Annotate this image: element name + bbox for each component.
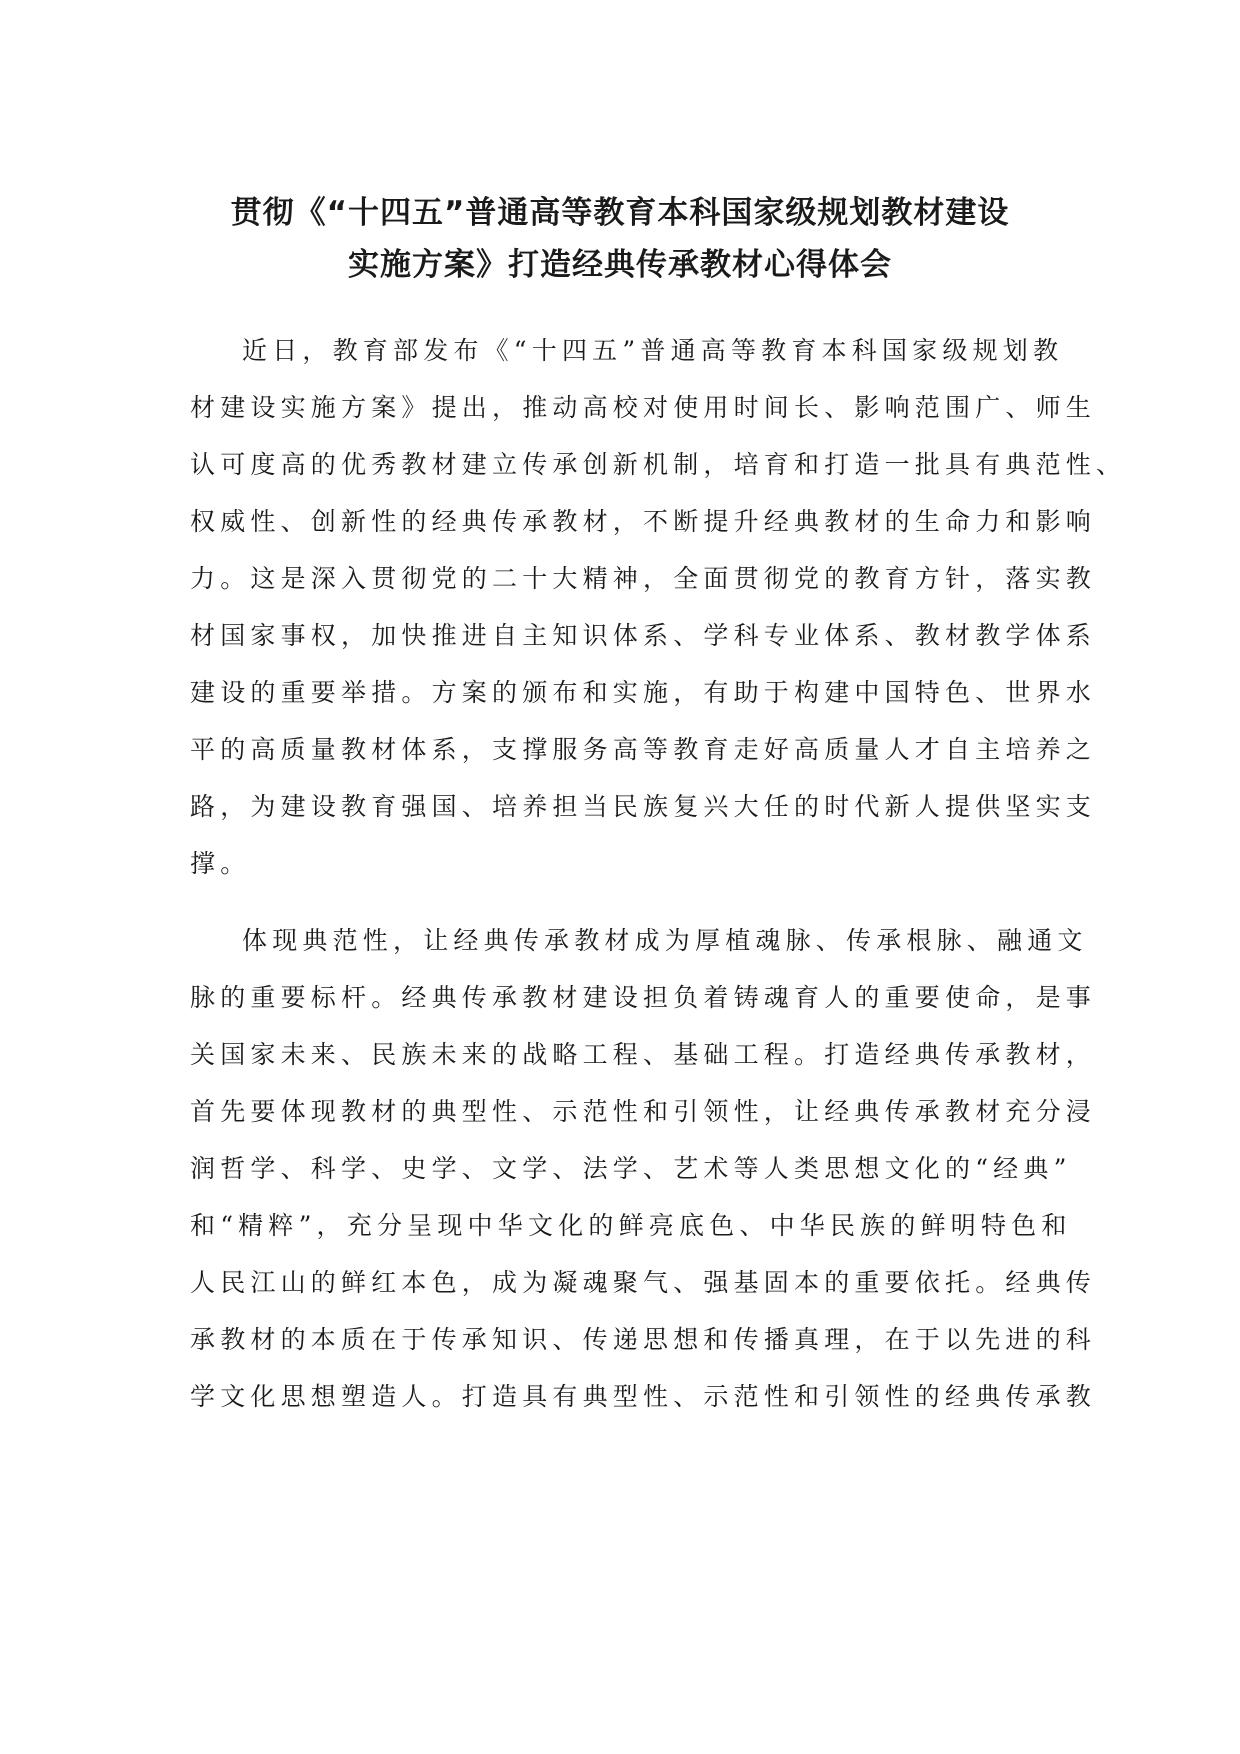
paragraph-line: 和“精粹”，充分呈现中华文化的鲜亮底色、中华民族的鲜明特色和 xyxy=(190,1211,1072,1240)
title-line-2: 实施方案》打造经典传承教材心得体会 xyxy=(348,247,892,283)
title-line-1: 贯彻《“十四五”普通高等教育本科国家级规划教材建设 xyxy=(230,195,1010,231)
paragraph-line: 路，为建设教育强国、培养担当民族复兴大任的时代新人提供坚实支 xyxy=(190,792,1097,821)
paragraph-line: 权威性、创新性的经典传承教材，不断提升经典教材的生命力和影响 xyxy=(190,507,1097,536)
paragraph-2 xyxy=(190,912,1097,1425)
paragraph-line: 认可度高的优秀教材建立传承创新机制，培育和打造一批具有典范性、 xyxy=(190,450,1127,479)
paragraph-line: 撑。 xyxy=(190,849,251,878)
paragraph-line: 材建设实施方案》提出，推动高校对使用时间长、影响范围广、师生 xyxy=(190,393,1097,422)
paragraph-line: 关国家未来、民族未来的战略工程、基础工程。打造经典传承教材， xyxy=(190,1040,1097,1069)
paragraph-1 xyxy=(190,322,1127,892)
paragraph-line: 力。这是深入贯彻党的二十大精神，全面贯彻党的教育方针，落实教 xyxy=(190,564,1097,593)
paragraph-line: 人民江山的鲜红本色，成为凝魂聚气、强基固本的重要依托。经典传 xyxy=(190,1268,1097,1297)
paragraph-line: 建设的重要举措。方案的颁布和实施，有助于构建中国特色、世界水 xyxy=(190,678,1097,707)
paragraph-line: 学文化思想塑造人。打造具有典型性、示范性和引领性的经典传承教 xyxy=(190,1382,1097,1411)
paragraph-line: 材国家事权，加快推进自主知识体系、学科专业体系、教材教学体系 xyxy=(190,621,1097,650)
paragraph-line: 首先要体现教材的典型性、示范性和引领性，让经典传承教材充分浸 xyxy=(190,1097,1097,1126)
paragraph-line: 平的高质量教材体系，支撑服务高等教育走好高质量人才自主培养之 xyxy=(190,735,1097,764)
document-title xyxy=(150,187,1090,291)
paragraph-line: 近日，教育部发布《“十四五”普通高等教育本科国家级规划教 xyxy=(242,336,1064,365)
paragraph-line: 润哲学、科学、史学、文学、法学、艺术等人类思想文化的“经典” xyxy=(190,1154,1072,1183)
paragraph-line: 体现典范性，让经典传承教材成为厚植魂脉、传承根脉、融通文 xyxy=(242,926,1088,955)
paragraph-line: 承教材的本质在于传承知识、传递思想和传播真理，在于以先进的科 xyxy=(190,1325,1097,1354)
paragraph-line: 脉的重要标杆。经典传承教材建设担负着铸魂育人的重要使命，是事 xyxy=(190,983,1097,1012)
